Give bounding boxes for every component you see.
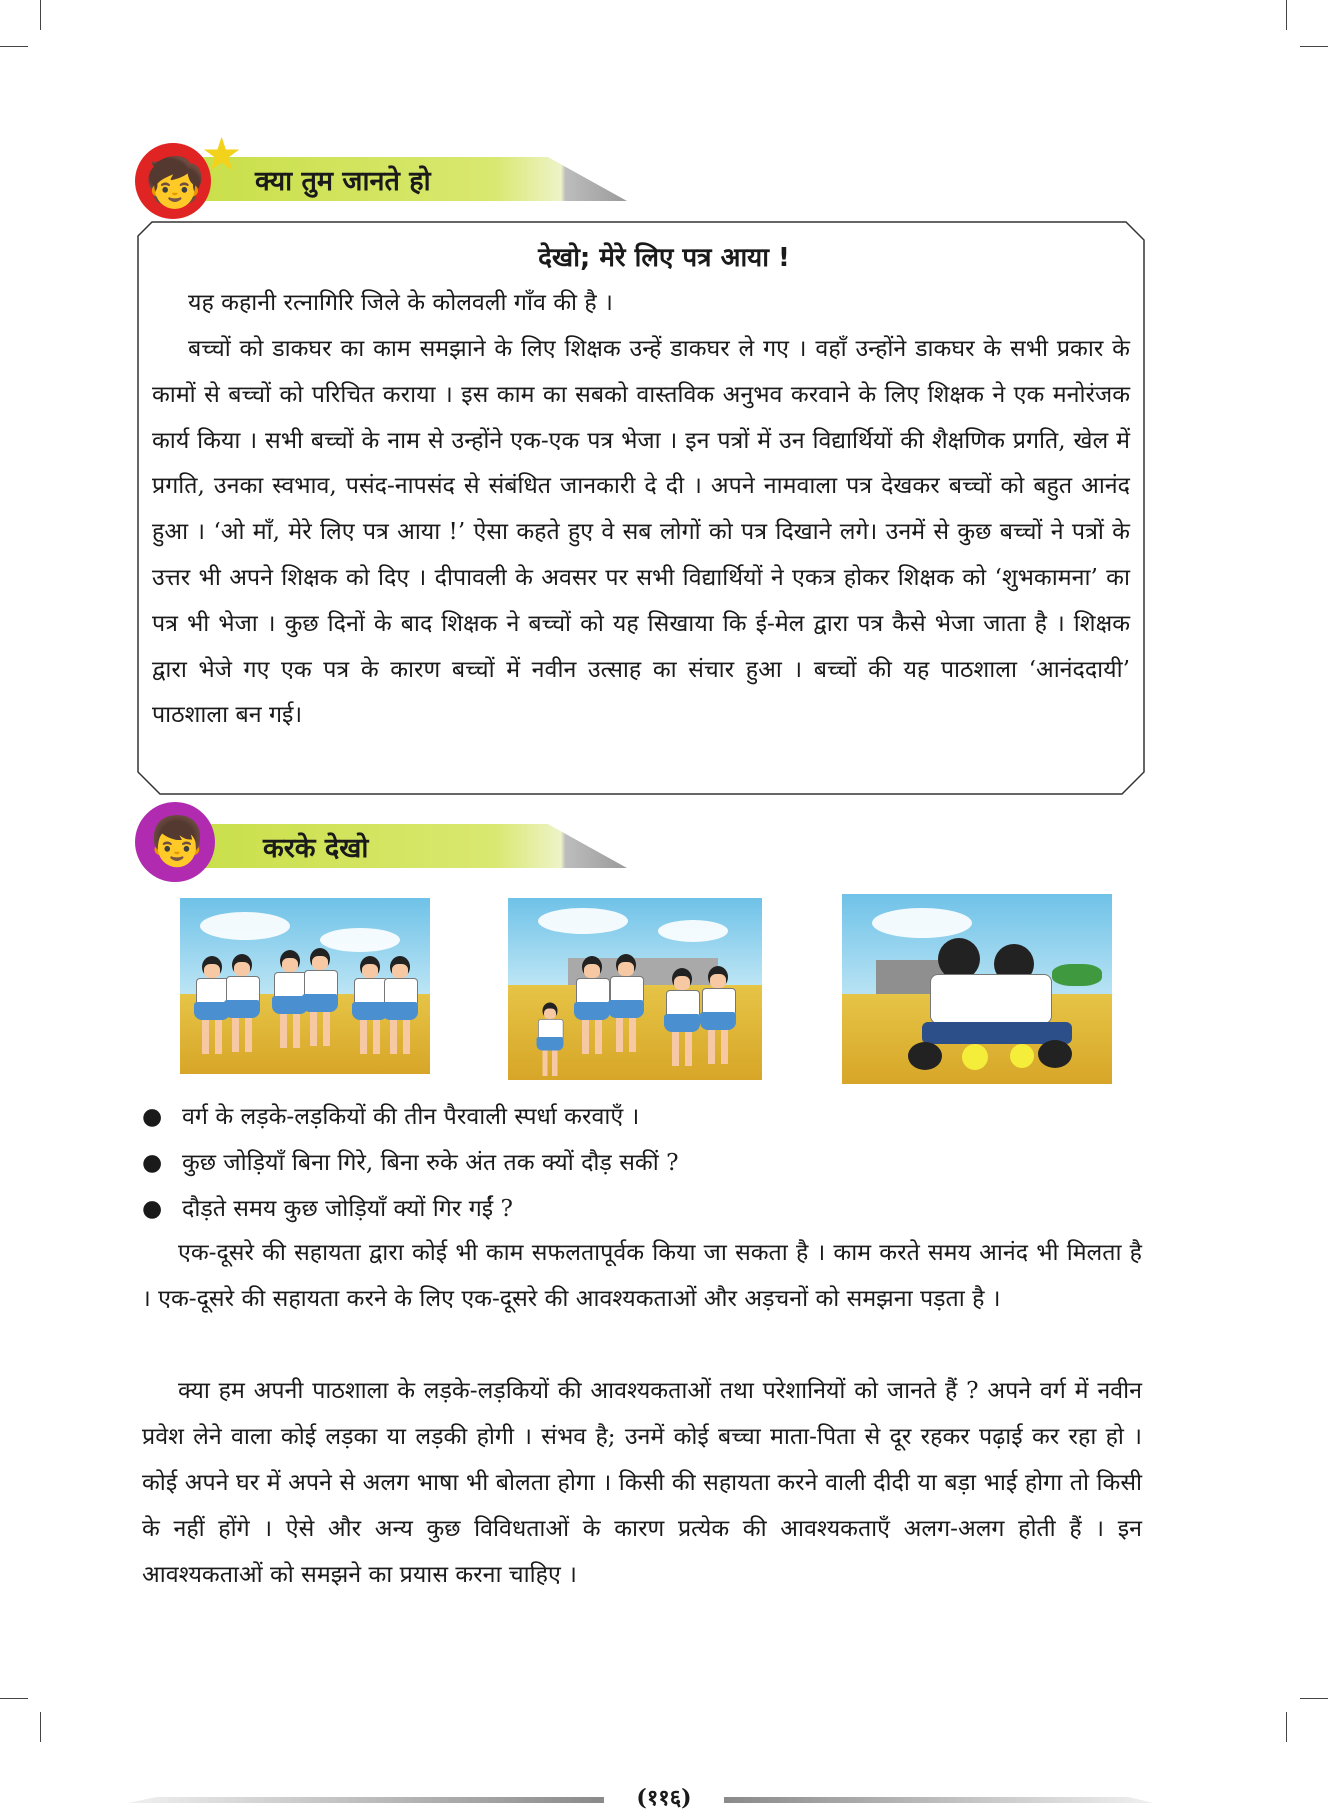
crop-mark	[0, 46, 28, 47]
paragraph-text: एक-दूसरे की सहायता द्वारा कोई भी काम सफलतापूर्वक किया जा सकता है । काम करते समय आनंद भी मिलता है । एक-दूसरे की सहायता करने के लिए एक-दूसरे की आवश्यकताओं और अड़चनों को समझना पड़ता है ।	[142, 1239, 1142, 1312]
boy-with-cube-icon: 👦	[147, 814, 207, 870]
box-title: देखो; मेरे लिए पत्र आया !	[538, 243, 790, 273]
bullet-icon: ●	[142, 1149, 163, 1176]
three-legged-race-image-2	[508, 898, 762, 1080]
bullet-icon: ●	[142, 1195, 163, 1222]
paragraph-text: क्या हम अपनी पाठशाला के लड़के-लड़कियों की आवश्यकताओं तथा परेशानियों को जानते हैं ? अपने वर्ग में नवीन प्रवेश लेने वाला कोई लड़का या लड़की होगी । संभव है; उनमें कोई बच्चा माता-पिता से दूर रहकर पढ़ाई कर रहा हो । कोई अपने घर में अपने से अलग भाषा भी बोलता होगा । किसी की सहायता करने वाली दीदी या बड़ा भाई होगा तो किसी के नहीं होंगे । ऐसे और अन्य कुछ विविधताओं के कारण प्रत्येक की आवश्यकताएँ अलग-अलग होती हैं । इन आवश्यकताओं को समझने का प्रयास करना चाहिए ।	[142, 1377, 1142, 1588]
list-item	[142, 1186, 679, 1232]
section-title: करके देखो	[263, 833, 369, 864]
list-item	[142, 1140, 679, 1186]
crop-mark	[0, 1698, 28, 1699]
list-item-text: कुछ जोड़ियाँ बिना गिरे, बिना रुके अंत तक क्यों दौड़ सकीं ?	[182, 1149, 679, 1176]
three-legged-race-fall-image	[842, 894, 1112, 1084]
crop-mark	[1300, 46, 1328, 47]
body-paragraph-2	[142, 1368, 1142, 1598]
three-legged-race-image-1	[180, 898, 430, 1074]
crop-mark	[1300, 1698, 1328, 1699]
crop-mark	[40, 0, 41, 30]
heading-band	[187, 824, 627, 868]
crop-mark	[1286, 1712, 1287, 1742]
box-paragraph-2	[152, 326, 1130, 738]
paragraph-text: यह कहानी रत्नागिरि जिले के कोलवली गाँव की है ।	[188, 289, 613, 316]
section-heading-know	[135, 127, 575, 223]
list-item-text: वर्ग के लड़के-लड़कियों की तीन पैरवाली स्पर्धा करवाएँ ।	[182, 1103, 640, 1130]
list-item-text: दौड़ते समय कुछ जोड़ियाँ क्यों गिर गईं ?	[182, 1195, 513, 1222]
bullet-icon: ●	[142, 1103, 163, 1130]
section-title: क्या तुम जानते हो	[255, 166, 431, 197]
bullet-list	[142, 1094, 679, 1232]
box-paragraph-1	[152, 280, 1130, 326]
list-item	[142, 1094, 679, 1140]
paragraph-text: बच्चों को डाकघर का काम समझाने के लिए शिक्षक उन्हें डाकघर ले गए । वहाँ उन्होंने डाकघर के सभी प्रकार के कामों से बच्चों को परिचित कराया । इस काम का सबको वास्तविक अनुभव करवाने के लिए शिक्षक ने एक मनोरंजक कार्य किया । सभी बच्चों के नाम से उन्होंने एक-एक पत्र भेजा । इन पत्रों में उन विद्यार्थियों की शैक्षणिक प्रगति, खेल में प्रगति, उनका स्वभाव, पसंद-नापसंद से संबंधित जानकारी दे दी । अपने नामवाला पत्र देखकर बच्चों को बहुत आनंद हुआ । ‘ओ माँ, मेरे लिए पत्र आया !’ ऐसा कहते हुए वे सब लोगों को पत्र दिखाने लगे। उनमें से कुछ बच्चों ने पत्रों के उत्तर भी अपने शिक्षक को दिए । दीपावली के अवसर पर सभी विद्यार्थियों ने एकत्र होकर शिक्षक को ‘शुभकामना’ का पत्र भी भेजा । कुछ दिनों के बाद शिक्षक ने बच्चों को यह सिखाया कि ई-मेल द्वारा पत्र कैसे भेजा जाता है । शिक्षक द्वारा भेजे गए एक पत्र के कारण बच्चों में नवीन उत्साह का संचार हुआ । बच्चों की यह पाठशाला ‘आनंददायी’ पाठशाला बन गई।	[152, 335, 1130, 729]
boy-thinking-icon: 🧒	[145, 155, 205, 211]
crop-mark	[40, 1712, 41, 1742]
section-heading-try	[135, 800, 575, 890]
page-number: (११६)	[636, 1785, 692, 1811]
body-paragraph-1	[142, 1230, 1142, 1322]
star-icon: ★	[201, 127, 243, 181]
crop-mark	[1286, 0, 1287, 30]
